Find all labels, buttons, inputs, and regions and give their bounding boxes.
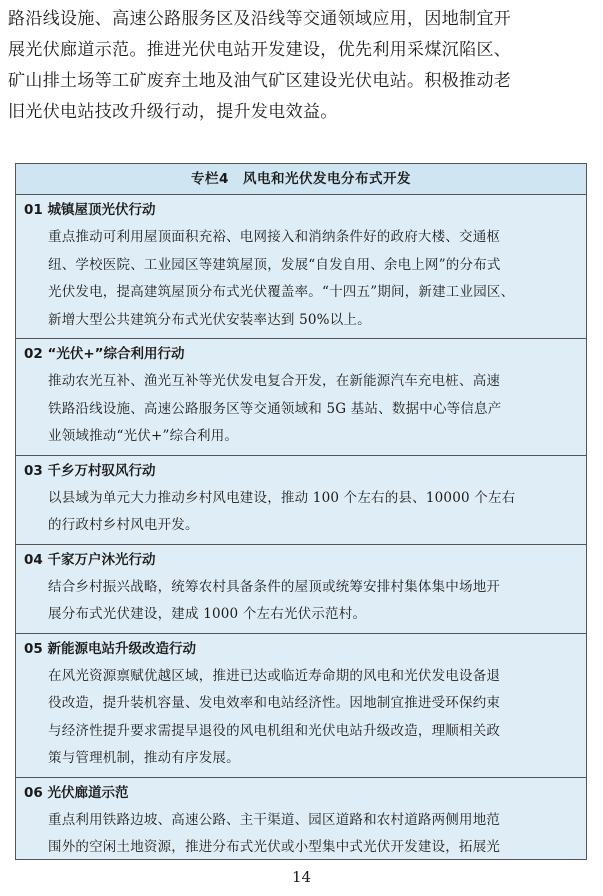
section-text-line: 重点推动可利用屋顶面积充裕、电网接入和消纳条件好的政府大楼、交通枢: [48, 229, 501, 245]
section-title: 04 千家万户沐光行动: [24, 551, 156, 568]
intro-paragraph: [8, 4, 598, 128]
section-title: 06 光伏廊道示范: [24, 784, 129, 801]
section-text-line: 光伏发电，提高建筑屋顶分布式光伏覆盖率。“十四五”期间，新建工业园区、: [48, 284, 515, 300]
section-text-line: 围外的空闲土地资源，推进分布式光伏或小型集中式光伏开发建设，拓展光: [48, 839, 501, 855]
section-text-line: 役改造，提升装机容量、发电效率和电站经济性。因地制宜推进受环保约束: [48, 695, 501, 711]
section-text-line: 重点利用铁路边坡、高速公路、主干渠道、园区道路和农村道路两侧用地范: [48, 811, 501, 828]
intro-line: 矿山排土场等工矿废弃土地及油气矿区建设光伏电站。积极推动老: [8, 71, 512, 91]
section-text-line: 纽、学校医院、工业园区等建筑屋顶，发展“自发自用、余电上网”的分布式: [48, 256, 501, 273]
section-text-line: 铁路沿线设施、高速公路服务区等交通领域和 5G 基站、数据中心等信息产: [48, 400, 502, 417]
intro-line: 展光伏廊道示范。推进光伏电站开发建设，优先利用采煤沉陷区、: [8, 40, 512, 60]
intro-line: 旧光伏电站技改升级行动，提升发电效益。: [8, 102, 338, 122]
section-text-line: 的行政村乡村风电开发。: [48, 517, 199, 533]
section-text-line: 展分布式光伏建设，建成 1000 个左右光伏示范村。: [48, 606, 367, 622]
intro-line: 路沿线设施、高速公路服务区及沿线等交通领域应用，因地制宜开: [8, 9, 512, 29]
section-household-pv: [16, 545, 586, 634]
section-text-line: 结合乡村振兴战略，统筹农村具备条件的屋顶或统筹安排村集体集中场地开: [48, 578, 501, 595]
page-number: 14: [291, 868, 312, 886]
section-village-wind: [16, 456, 586, 545]
section-title: 05 新能源电站升级改造行动: [24, 640, 196, 657]
section-title: 02 “光伏+”综合利用行动: [24, 346, 185, 362]
column-title: 专栏4 风电和光伏发电分布式开发: [16, 164, 586, 195]
section-title: 01 城镇屋顶光伏行动: [24, 202, 156, 218]
column-box: [15, 163, 587, 860]
section-text-line: 策与管理机制，推动有序发展。: [48, 750, 240, 766]
section-text-line: 新增大型公共建筑分布式光伏安装率达到 50%以上。: [48, 311, 371, 328]
section-station-upgrade: [16, 634, 586, 778]
section-text-line: 与经济性提升要求需提早退役的风电机组和光伏电站升级改造，理顺相关政: [48, 722, 501, 739]
section-title: 03 千乡万村驭风行动: [24, 462, 156, 479]
section-text-line: 推动农光互补、渔光互补等光伏发电复合开发，在新能源汽车充电桩、高速: [48, 373, 501, 389]
section-text-line: 业领域推动“光伏+”综合利用。: [48, 428, 239, 444]
section-pv-plus: [16, 339, 586, 456]
section-pv-corridor: [16, 778, 586, 861]
section-text-line: 在风光资源禀赋优越区域，推进已达或临近寿命期的风电和光伏发电设备退: [48, 667, 501, 684]
section-text-line: 以县域为单元大力推动乡村风电建设，推动 100 个左右的县、10000 个左右: [48, 489, 516, 506]
section-rooftop-pv: [16, 195, 586, 339]
